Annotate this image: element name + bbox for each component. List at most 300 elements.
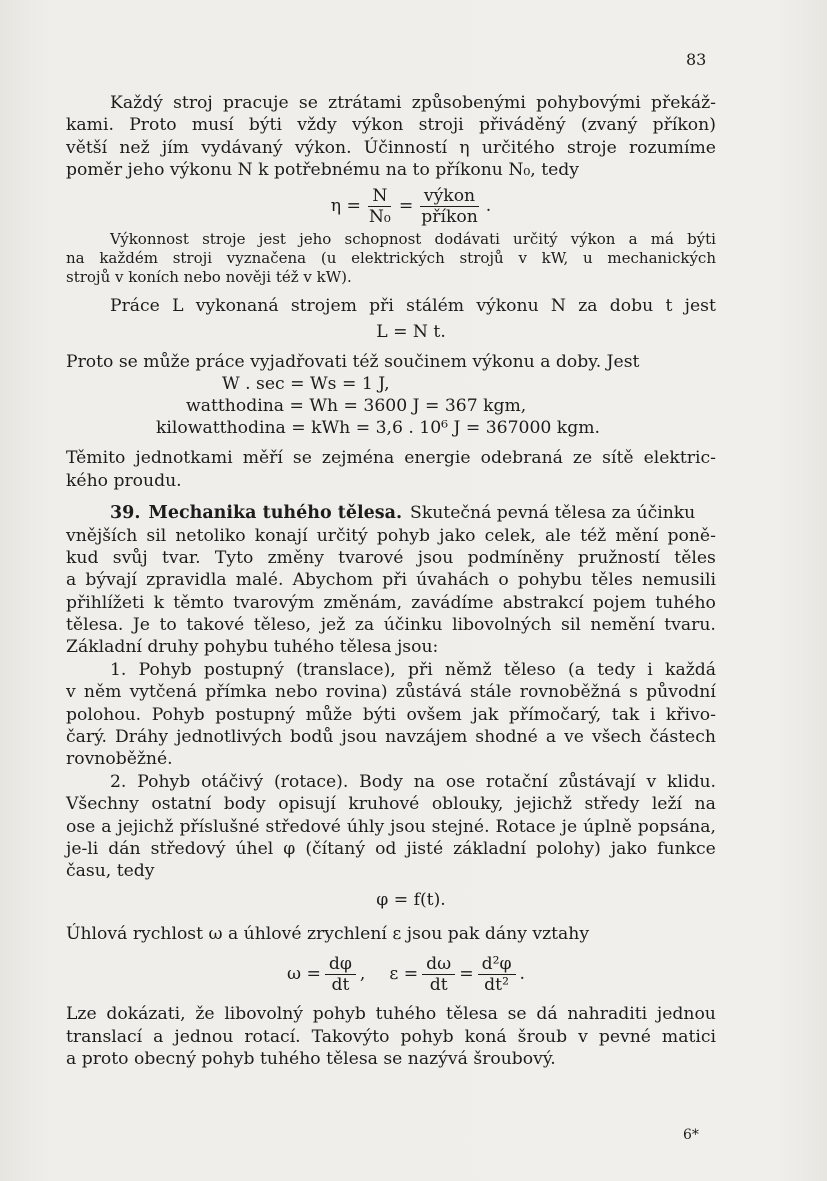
word: stroje <box>202 229 246 248</box>
word: býti <box>248 115 282 136</box>
word: Těmito <box>66 448 126 469</box>
text-line: poměr jeho výkonu N k potřebnému na to příkonu N₀, tedy <box>66 160 579 181</box>
word: takové <box>186 615 245 636</box>
word: příkon) <box>652 115 716 136</box>
word: každém <box>99 248 158 267</box>
unit-row: watthodina = Wh = 3600 J = 367 kgm, <box>186 396 527 417</box>
word: změny <box>267 547 324 568</box>
word: odebraná <box>480 448 563 469</box>
word: (zvaný <box>580 115 638 136</box>
word: leží <box>651 794 683 815</box>
word: že <box>195 1004 215 1025</box>
word: netoliko <box>175 525 246 546</box>
word: pružností <box>578 547 661 568</box>
word: ale <box>545 525 571 546</box>
fraction <box>478 954 516 995</box>
text-line: rovnoběžné. <box>66 749 173 770</box>
word: Rotace <box>495 816 556 837</box>
eq-lhs: η = <box>330 196 361 217</box>
word: strojů <box>459 248 504 267</box>
word: jednou <box>174 1026 234 1047</box>
word: pojem <box>592 592 647 613</box>
word: Pohyb <box>138 659 192 680</box>
equation-efficiency <box>66 182 716 232</box>
word: jím <box>161 137 189 158</box>
word: polohy) <box>536 838 601 859</box>
numerator: dω <box>422 954 455 975</box>
word: jednou <box>656 1004 716 1025</box>
word: Všechny <box>66 794 139 815</box>
word: postupný <box>203 659 284 680</box>
word: libovolných <box>452 615 552 636</box>
word: úvahách <box>416 570 490 591</box>
word: měří <box>242 448 283 469</box>
note-paragraph <box>66 230 716 287</box>
word: výkon <box>570 229 616 248</box>
word: a <box>153 1026 164 1047</box>
word: za <box>354 615 375 636</box>
text-line: Proto se může práce vyjadřovati též součinem výkonu a doby. Jest <box>66 351 640 372</box>
word: vydávaný <box>201 137 283 158</box>
word: elektrických <box>351 248 445 267</box>
word: Je <box>132 615 150 636</box>
word: funkce <box>657 838 716 859</box>
section-number: 39. <box>110 503 141 524</box>
word: středové <box>265 816 341 837</box>
word: jest <box>684 295 716 316</box>
word: sil <box>146 525 167 546</box>
word: za <box>578 295 598 316</box>
word: na <box>413 771 436 792</box>
word: změnám, <box>323 592 403 613</box>
denominator: příkon <box>421 207 478 228</box>
word: účinku <box>383 615 443 636</box>
word: dodávati <box>434 229 500 248</box>
word: každá <box>665 659 716 680</box>
numerator: dφ <box>325 954 356 975</box>
word: přihlížeti <box>66 592 145 613</box>
word: výkon. <box>294 137 352 158</box>
word: pohybu <box>517 570 583 591</box>
word: těleso <box>503 659 556 680</box>
word: stálém <box>406 295 465 316</box>
word: jsou <box>390 816 426 837</box>
equation-angular <box>66 945 716 1003</box>
word: vykonaná <box>195 295 279 316</box>
word: zejména <box>321 448 395 469</box>
word: příslušné <box>179 816 260 837</box>
word: o <box>498 570 509 591</box>
denominator: dt <box>331 974 350 995</box>
fraction <box>365 186 395 227</box>
text-line <box>66 1003 716 1025</box>
word: ose <box>66 816 96 837</box>
word: ovšem <box>406 704 462 725</box>
word: přímka <box>205 682 267 703</box>
word: rovina) <box>325 682 388 703</box>
word: zůstávají <box>558 771 636 792</box>
text-line <box>66 569 716 591</box>
text-line <box>66 659 716 681</box>
word: mění <box>615 525 659 546</box>
text-line <box>66 681 716 703</box>
word: η <box>459 137 470 158</box>
word: jejichž <box>515 794 572 815</box>
word: Body <box>359 771 403 792</box>
word: jednotlivých <box>176 727 283 748</box>
word: Abychom <box>292 570 374 591</box>
word: tělesa <box>446 1004 498 1025</box>
word: může <box>305 704 353 725</box>
word: otáčivý <box>201 771 264 792</box>
word: něm <box>83 682 122 703</box>
word: N <box>550 295 566 316</box>
word: tuhého <box>375 1004 437 1025</box>
word: překáž- <box>651 93 716 113</box>
word: energie <box>404 448 471 469</box>
word: Tyto <box>214 547 254 568</box>
text-line: strojů v koních nebo nověji též v kW). <box>66 267 352 286</box>
word: strojem <box>290 295 357 316</box>
word: tedy <box>597 659 636 680</box>
equation-angle: φ = f(t). <box>376 889 446 910</box>
word: při <box>369 295 394 316</box>
word: v <box>646 771 657 792</box>
word: ztrátami <box>328 93 402 113</box>
word: bývají <box>85 570 137 591</box>
eq-comma: , <box>359 963 366 984</box>
word: tvarové <box>338 547 404 568</box>
word: na <box>66 248 85 267</box>
word: L <box>172 295 184 316</box>
word: se <box>292 448 312 469</box>
word: základní <box>453 838 527 859</box>
word: tvar. <box>161 547 201 568</box>
text-line <box>66 726 716 748</box>
word: je-li <box>66 838 99 859</box>
word: tělesa. <box>66 615 124 636</box>
text-line <box>66 92 716 114</box>
word: Pohyb <box>137 771 191 792</box>
word: určitého <box>481 137 555 158</box>
text-line <box>66 614 716 636</box>
eq-end: . <box>485 196 492 217</box>
word: podmíněny <box>467 547 564 568</box>
word: je <box>561 816 578 837</box>
word: šroub <box>517 1026 568 1047</box>
word: tvaru. <box>664 615 716 636</box>
word: jednotkami <box>135 448 233 469</box>
word: postupný <box>215 704 296 725</box>
eq-sign: = <box>459 963 474 984</box>
text-line <box>66 547 716 569</box>
fraction <box>417 186 482 227</box>
word: popsána, <box>637 816 716 837</box>
word: též <box>580 525 607 546</box>
word: abstrakcí <box>502 592 584 613</box>
word: jeho <box>299 229 332 248</box>
eq-epsilon-lhs: ε = <box>389 963 419 984</box>
word: libovolný <box>224 1004 303 1025</box>
word: a <box>66 570 77 591</box>
text-line <box>66 114 716 136</box>
word: má <box>650 229 674 248</box>
word: polohou. <box>66 704 142 725</box>
word: elektric- <box>643 448 716 469</box>
word: pevné <box>598 1026 651 1047</box>
word: celek, <box>484 525 536 546</box>
word: rovnoběžná <box>519 682 622 703</box>
word: tuhého <box>655 592 716 613</box>
word: kami. <box>66 115 114 136</box>
word: býti <box>687 229 716 248</box>
word: stejné. <box>431 816 490 837</box>
text-line: a proto obecný pohyb tuhého tělesa se nazývá šroubový. <box>66 1048 556 1069</box>
word: mechanických <box>607 248 716 267</box>
word: jsou <box>417 547 454 568</box>
word: těmto <box>173 592 224 613</box>
word: a <box>545 727 557 748</box>
word: těles <box>591 570 633 591</box>
denominator: dt <box>429 974 448 995</box>
fraction <box>422 954 455 995</box>
word: bodů <box>290 727 334 748</box>
word: určitý <box>513 229 558 248</box>
denominator: N₀ <box>368 207 391 228</box>
denominator: dt² <box>484 974 509 995</box>
text-line <box>66 1026 716 1048</box>
text-line <box>66 295 716 317</box>
word: φ <box>283 838 296 859</box>
word: poně- <box>667 525 716 546</box>
word: způsobenými <box>411 93 526 113</box>
word: matici <box>661 1026 716 1047</box>
text-line: Základní druhy pohybu tuhého tělesa jsou: <box>66 637 439 658</box>
word: to <box>159 615 177 636</box>
word: dá <box>536 1004 558 1025</box>
word: vždy <box>297 115 337 136</box>
eq-omega-lhs: ω = <box>286 963 321 984</box>
word: původní <box>646 682 716 703</box>
word: se <box>507 1004 527 1025</box>
word: středy <box>584 794 640 815</box>
word: Proto <box>129 115 177 136</box>
word: jako <box>610 838 648 859</box>
text-line <box>66 592 716 614</box>
word: v <box>578 1026 588 1047</box>
word: rotační <box>486 771 548 792</box>
word: určitý <box>316 525 368 546</box>
word: částech <box>649 727 716 748</box>
text-line <box>66 447 716 469</box>
word: pohyb <box>400 1026 454 1047</box>
word: těleso, <box>253 615 312 636</box>
word: nemusili <box>642 570 716 591</box>
word: kud <box>66 547 99 568</box>
fraction <box>325 954 356 995</box>
word: kW, <box>541 248 569 267</box>
word: pohybovými <box>536 93 641 113</box>
word: tvarovým <box>233 592 315 613</box>
word: jako <box>439 525 476 546</box>
word: pracuje <box>222 93 289 113</box>
word: Každý <box>110 93 163 113</box>
word: s <box>629 682 638 703</box>
word: Dráhy <box>115 727 169 748</box>
text-line: kého proudu. <box>66 470 182 491</box>
word: dokázati, <box>106 1004 186 1025</box>
word: stroj <box>173 93 213 113</box>
word: rotací. <box>244 1026 301 1047</box>
text-line <box>66 230 716 249</box>
word: při <box>408 659 433 680</box>
word: konají <box>254 525 308 546</box>
word: t <box>665 295 673 316</box>
word: větší <box>66 137 108 158</box>
text-line <box>66 249 716 268</box>
word: stroji <box>418 115 464 136</box>
word: jest <box>258 229 286 248</box>
text-line <box>66 704 716 726</box>
eq-sign: = <box>398 196 414 217</box>
word: v <box>518 248 527 267</box>
word: sil <box>561 615 581 636</box>
word: všech <box>592 727 642 748</box>
equation-work: L = N t. <box>376 321 446 342</box>
word: než <box>119 137 150 158</box>
section-heading-line <box>66 502 716 524</box>
word: opisují <box>278 794 336 815</box>
word: pohyb <box>312 1004 366 1025</box>
word: úplně <box>583 816 632 837</box>
word: body <box>223 794 266 815</box>
word: navzájem <box>385 727 468 748</box>
word: v <box>66 682 76 703</box>
word: nahraditi <box>567 1004 648 1025</box>
word: (čítaný <box>305 838 366 859</box>
word: zpravidla <box>146 570 227 591</box>
unit-row: kilowatthodina = kWh = 3,6 . 10⁶ J = 367000 kgm. <box>156 418 600 439</box>
word: stále <box>469 682 512 703</box>
text-line <box>66 771 716 793</box>
word: přímočarý, <box>508 704 602 725</box>
numerator: d²φ <box>478 954 516 975</box>
word: Pohyb <box>151 704 205 725</box>
page-number: 83 <box>686 50 707 69</box>
word: schopnost <box>344 229 422 248</box>
word: pohyb <box>376 525 431 546</box>
word: 2. <box>110 771 127 792</box>
word: i <box>649 704 656 725</box>
text-line <box>66 137 716 159</box>
word: jsou <box>341 727 378 748</box>
word: úhly <box>346 816 385 837</box>
word: jisté <box>406 838 444 859</box>
word: čarý. <box>66 727 107 748</box>
word: němž <box>445 659 492 680</box>
text-line: Skutečná pevná tělesa za účinku <box>410 503 696 524</box>
word: rozumíme <box>628 137 716 158</box>
section-title: Mechanika tuhého tělesa. <box>148 503 403 524</box>
word: dán <box>108 838 141 859</box>
word: jež <box>320 615 346 636</box>
word: nemění <box>590 615 655 636</box>
word: výkon <box>352 115 404 136</box>
word: při <box>382 570 407 591</box>
word: shodné <box>475 727 538 748</box>
word: Práce <box>110 295 160 316</box>
word: kruhové <box>348 794 420 815</box>
word: (translace), <box>296 659 396 680</box>
word: křivo- <box>665 704 716 725</box>
word: k <box>153 592 165 613</box>
word: jak <box>472 704 499 725</box>
page-text <box>66 92 716 1070</box>
word: vytčená <box>129 682 198 703</box>
word: ve <box>564 727 584 748</box>
word: středový <box>150 838 226 859</box>
word: oblouky, <box>431 794 504 815</box>
numerator: výkon <box>420 186 479 207</box>
word: dobu <box>609 295 654 316</box>
word: svůj <box>112 547 148 568</box>
word: vnějších <box>66 525 138 546</box>
word: sítě <box>602 448 634 469</box>
text-line <box>66 793 716 815</box>
word: (rotace). <box>273 771 349 792</box>
word: malé. <box>235 570 284 591</box>
units-block <box>66 373 716 443</box>
word: translací <box>66 1026 143 1047</box>
word: Výkonnost <box>110 229 189 248</box>
word: nebo <box>275 682 318 703</box>
numerator: N <box>368 186 391 207</box>
word: od <box>375 838 397 859</box>
text-line <box>66 838 716 860</box>
word: a <box>628 229 638 248</box>
word: Účinností <box>363 137 448 158</box>
word: tak <box>611 704 640 725</box>
unit-row: W . sec = Ws = 1 J, <box>222 374 390 395</box>
word: ze <box>572 448 593 469</box>
word: koná <box>464 1026 507 1047</box>
word: (u <box>320 248 337 267</box>
word: musí <box>191 115 234 136</box>
word: stroji <box>172 248 213 267</box>
word: jejichž <box>117 816 174 837</box>
word: Takovýto <box>311 1026 390 1047</box>
word: vyznačena <box>226 248 307 267</box>
text-line <box>66 525 716 547</box>
word: (a <box>568 659 585 680</box>
word: ostatní <box>151 794 212 815</box>
word: a <box>101 816 112 837</box>
word: zůstává <box>395 682 462 703</box>
eq-end: . <box>519 963 526 984</box>
word: 1. <box>110 659 127 680</box>
word: zavádíme <box>411 592 494 613</box>
word: býti <box>362 704 396 725</box>
word: výkonu <box>476 295 539 316</box>
word: u <box>583 248 593 267</box>
word: těles <box>674 547 716 568</box>
word: na <box>694 794 716 815</box>
signature-mark: 6* <box>683 1127 699 1143</box>
word: klidu. <box>667 771 716 792</box>
word: ose <box>445 771 476 792</box>
text-line <box>66 816 716 838</box>
word: se <box>298 93 318 113</box>
